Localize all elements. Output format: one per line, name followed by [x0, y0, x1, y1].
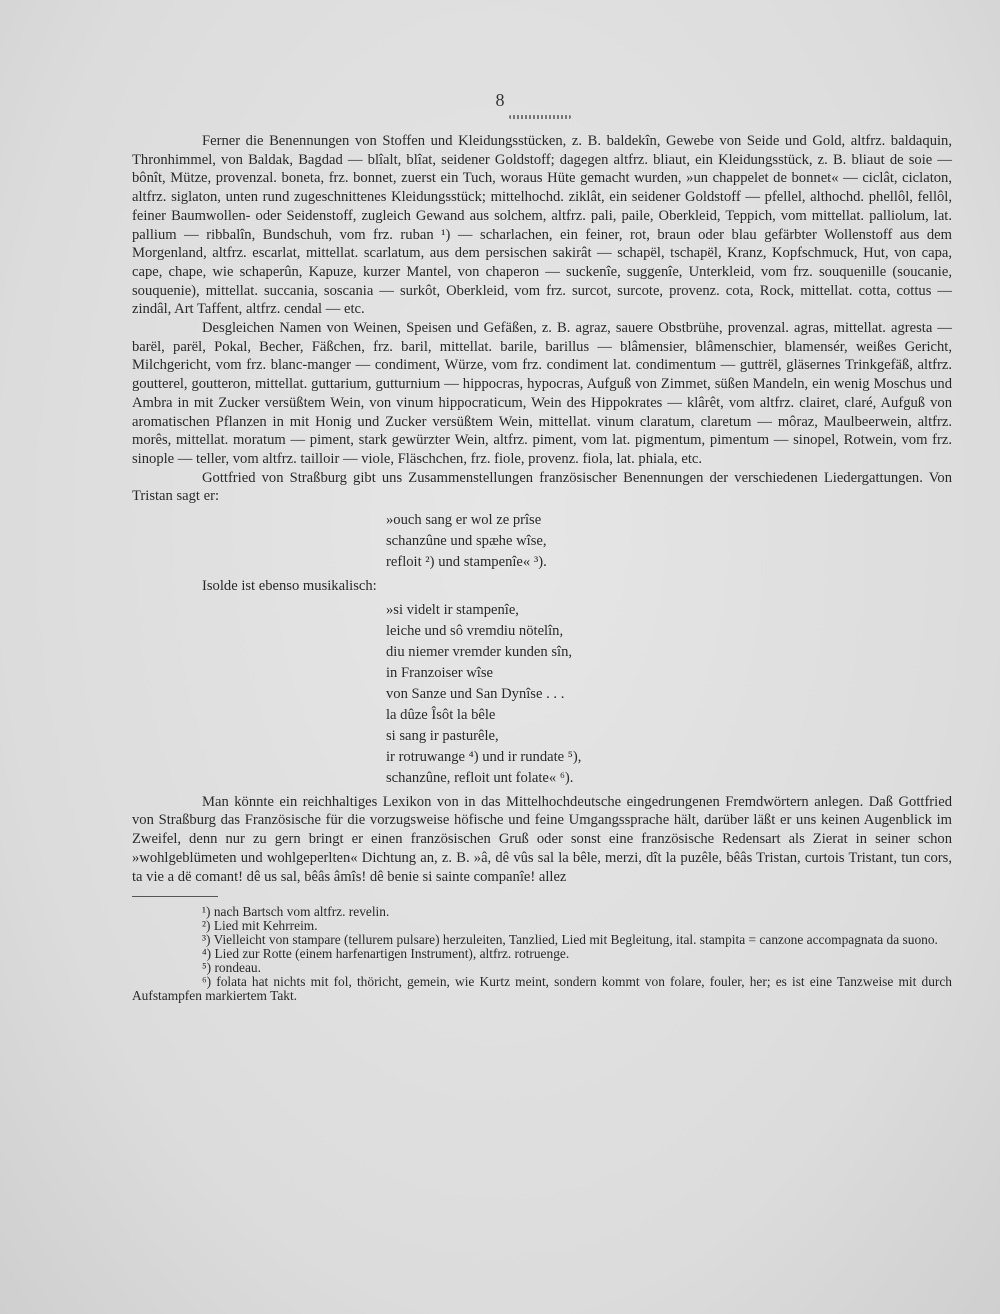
paragraph-lexikon: Man könnte ein reichhaltiges Lexikon von in das Mittelhochdeutsche eingedrungenen Fremdwörtern anlegen. Daß Gottfried von Straßburg das Französische für die vorzugsweise höfische und feine Umgangssprache hält, darüber läßt er uns keinen Augenblick im Zweifel, denn nur zu gern bringt er einen französischen Gruß oder sonst eine französische Redensart als Zierat in seiner schon »wohlgeblümeten und wohlgeperlten« Dichtung an, z. B. »â, dê vûs sal la bêle, merzi, dît la puzêle, bêâs Tristan, curtois Tristant, tun cors, ta vie a dë comant! dê us sal, bêâs âmîs! dê benie si sainte companîe! allez [132, 793, 952, 885]
paragraph-fabrics: Ferner die Benennungen von Stoffen und Kleidungsstücken, z. B. baldekîn, Gewebe von Seide und Gold, altfrz. baldaquin, Thronhimmel, von Baldak, Bagdad — blîalt, blîat, seidener Goldstoff; dagegen altfrz. bliaut, ein Kleidungsstück, z. B. bliaut de soie — bônît, Mütze, provenzal. boneta, frz. bonnet, zuerst ein Tuch, woraus Hüte gemacht wurden, »un chappelet de bonnet« — ciclât, ciclaton, altfrz. siglaton, unten rund zugeschnittenes Kleidungsstück; mittelhochd. ziklât, ein seidener Goldstoff — pfellel, althochd. phellôl, fellôl, feiner Baumwollen- oder Seidenstoff, zugleich Gewand aus solchem, altfrz. pali, paile, Oberkleid, Teppich, vom mittellat. palliolum, lat. pallium — ribbalîn, Bundschuh, vom frz. ruban ¹) — scharlachen, ein feiner, rot, braun oder blau gefärbter Wollenstoff aus dem Morgenland, altfrz. escarlat, mittellat. scarlatum, aus dem persischen sakirât — schapël, tschapël, Kranz, Kopfschmuck, Hut, von capa, cape, chape, wie schaperûn, Kapuze, kurzer Mantel, von chaperon — suckenîe, suggenîe, Unterkleid, vom frz. souquenille (soucanie, souquenie), mittellat. succania, soscania — surkôt, Oberkleid, vom frz. surcot, surcote, provenz. cota, Rock, mittellat. cotta, cottus — zindâl, Art Taffent, altfrz. cendal — etc. [132, 133, 952, 318]
page-number: 8 [495, 90, 505, 110]
paragraph-wines: Desgleichen Namen von Weinen, Speisen und Gefäßen, z. B. agraz, sauere Obstbrühe, provenzal. agras, mittellat. agresta — barël, parël, Pokal, Becher, Fäßchen, frz. baril, mittellat. barile, barillus — blâmensier, blâmenschier, blamensér, weißes Gericht, Milchgericht, vom frz. blanc-manger — condiment, Würze, vom frz. condiment lat. condimentum — guttrël, gläsernes Trinkgefäß, altfrz. goutterel, goutteron, mittellat. guttarium, gutturnium — hippocras, hypocras, Aufguß von Zimmet, süßen Mandeln, ein wenig Moschus und Ambra in mit Zucker versüßtem Wein, von vinum hippocraticum, Wein des Hippokrates — klârêt, vom altfrz. clairet, claré, Aufguß von aromatischen Pflanzen in mit Honig und Zucker versüßtem Wein, mittellat. vinum claratum, claretum — môraz, Maulbeerwein, altfrz. morês, mittellat. moratum — piment, stark gewürzter Wein, altfrz. piment, vom lat. pigmentum, pimentum — sinopel, Rotwein, vom frz. sinople — teller, vom altfrz. tailloir — viole, Fläschchen, frz. fiole, provenz. fiola, lat. phiala, etc. [132, 320, 952, 467]
footnote-divider [132, 896, 218, 897]
verse-line: schanzûne und spæhe wîse, [386, 533, 547, 550]
footnotes [132, 905, 952, 1003]
verse-line: »si videlt ir stampenîe, [386, 601, 519, 618]
verse-tristan [386, 510, 952, 573]
verse-line: la dûze Îsôt la bêle [386, 706, 496, 723]
verse-line: refloit ²) und stampenîe« ³). [386, 554, 547, 571]
verse-line: leiche und sô vremdiu nötelîn, [386, 622, 564, 639]
isolde-lead: Isolde ist ebenso musikalisch: [202, 578, 377, 595]
footnote-2: ²) Lied mit Kehrreim. [202, 918, 318, 934]
footnote-6: ⁶) folata hat nichts mit fol, thöricht, gemein, wie Kurtz meint, sondern kommt von folare, fouler, her; es ist eine Tanzweise mit durch Aufstampfen markiertem Takt. [132, 974, 952, 1004]
verse-line: von Sanze und San Dynîse . . . [386, 685, 565, 702]
footnote-5: ⁵) rondeau. [202, 960, 261, 976]
footnote-1: ¹) nach Bartsch vom altfrz. revelin. [202, 904, 390, 920]
verse-isolde [386, 600, 952, 789]
verse-line: ir rotruwange ⁴) und ir rundate ⁵), [386, 748, 582, 765]
body-text [132, 132, 952, 1003]
footnote-3: ³) Vielleicht von stampare (tellurem pulsare) herzuleiten, Tanzlied, Lied mit Begleitung, ital. stampita = canzone accompagnata da suono. [202, 932, 938, 948]
verse-line: in Franzoiser wîse [386, 664, 493, 681]
footnote-4: ⁴) Lied zur Rotte (einem harfenartigen Instrument), altfrz. rotruenge. [202, 946, 570, 962]
paragraph-gottfried: Gottfried von Straßburg gibt uns Zusammenstellungen französischer Benennungen der verschiedenen Liedergattungen. Von Tristan sagt er: [132, 469, 952, 505]
verse-line: si sang ir pasturêle, [386, 727, 499, 744]
page-number-ornament [509, 115, 571, 119]
verse-line: »ouch sang er wol ze prîse [386, 512, 542, 529]
verse-line: diu niemer vremder kunden sîn, [386, 643, 573, 660]
verse-line: schanzûne, refloit unt folate« ⁶). [386, 769, 574, 786]
